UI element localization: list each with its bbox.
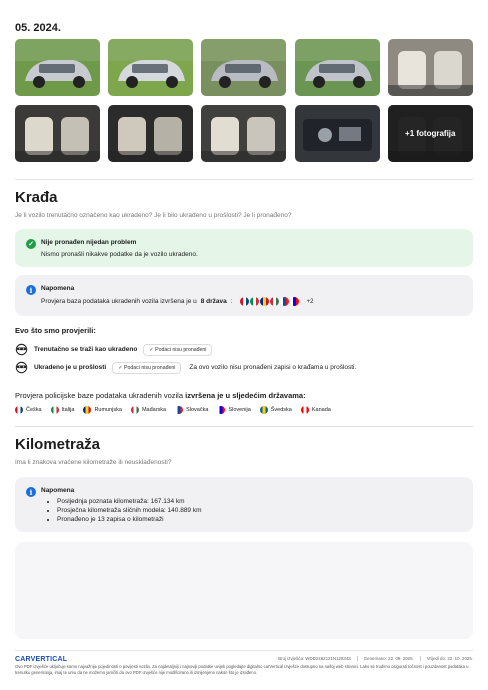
check1-label: Trenutačno se traži kao ukradeno xyxy=(34,346,138,353)
odometer-chart-area xyxy=(15,542,473,639)
disclaimer: Ovo PDF izvješće uključuje samo najvažnije pojedinosti o povijesti vozila. Za najdetaljniji i najnoviji podatke uvijek pogledajte digitalno carVertical izvješće dostupno na našoj web stranici. Lako se trudimo osigurati točnost i pouzdanost podataka u trenutku generiranja, imaj te umu da ne možemo jamčiti da ovo PDF izvješće nije modificirano ili izmijenjeno nakon što je izrađeno. xyxy=(15,664,469,675)
photo-thumbnail[interactable] xyxy=(108,105,193,162)
brand-logo: CARVERTICAL xyxy=(15,656,68,663)
countries-intro-text: Provjera policijske baze podataka ukradenih vozila xyxy=(15,391,184,400)
flag-icon xyxy=(260,297,269,306)
country-name: Italija xyxy=(61,407,75,413)
theft-note-box xyxy=(15,275,473,316)
generated-date: Generirano: 22. 09. 2025. xyxy=(357,656,414,661)
odometer-subtitle: Ima li znakova vraćene kilometraže ili neusklađenosti? xyxy=(15,459,172,466)
divider xyxy=(15,179,473,180)
photo-thumbnail[interactable] xyxy=(388,39,473,96)
odometer-fact: • Pronađeno je 13 zapisa o kilometraži xyxy=(57,515,461,524)
photo-thumbnail[interactable] xyxy=(388,105,473,162)
check2-desc: Za ovo vozilo nisu pronađeni zapisi o krađama u prošlosti. xyxy=(189,364,357,371)
country-name: Češka xyxy=(26,407,42,413)
thief-mask-icon xyxy=(15,343,28,356)
flag-icon xyxy=(240,297,249,306)
photo-thumbnail[interactable] xyxy=(295,105,380,162)
country-name: Kanada xyxy=(311,407,331,413)
country-name: Mađarska xyxy=(141,407,167,413)
divider xyxy=(15,426,473,427)
photo-thumbnail[interactable] xyxy=(108,39,193,96)
photo-thumbnail[interactable] xyxy=(15,105,100,162)
country-flags xyxy=(240,297,299,306)
countries-intro xyxy=(15,391,306,400)
report-number: Broj izvješća: WDD2462121N128343 xyxy=(278,656,351,661)
flag-icon xyxy=(131,406,139,414)
odometer-title: Kilometraža xyxy=(15,436,101,453)
info-icon: i xyxy=(26,285,36,295)
theft-subtitle: Je li vozilo trenutačno označeno kao ukradeno? Je li bilo ukradeno u prošlosti? Je li pronađeno? xyxy=(15,212,292,219)
odometer-fact: • Posljednja poznata kilometraža: 167.134 km xyxy=(57,497,461,506)
no-problem-box xyxy=(15,229,473,267)
photo-gallery xyxy=(15,39,473,162)
status-chip: ✓ Podaci nisu pronađeni xyxy=(143,344,212,356)
result-text: Nismo pronašli nikakve podatke da je vozilo ukradeno. xyxy=(41,251,198,258)
flag-icon xyxy=(15,406,23,414)
odometer-fact: • Prosječna kilometraža sličnih modela: 140.889 km xyxy=(57,506,461,515)
country-item xyxy=(51,406,75,414)
photo-thumbnail[interactable] xyxy=(295,39,380,96)
countries-intro-bold: izvršena je u sljedećim državama: xyxy=(185,391,306,400)
country-item xyxy=(260,406,292,414)
country-item xyxy=(217,406,250,414)
check2-label: Ukradeno je u prošlosti xyxy=(34,364,107,371)
check-circle-icon: ✓ xyxy=(26,239,36,249)
note-colon: : xyxy=(230,298,233,305)
thief-mask-icon xyxy=(15,361,28,374)
flag-icon xyxy=(270,297,279,306)
report-date: 05. 2024. xyxy=(15,22,61,34)
odometer-note-box xyxy=(15,477,473,532)
odometer-note-title: Napomena xyxy=(41,487,75,494)
flag-icon xyxy=(175,406,183,414)
info-icon: i xyxy=(26,487,36,497)
status-chip: ✓ Podaci nisu pronađeni xyxy=(112,362,181,374)
flag-icon xyxy=(250,297,259,306)
flag-icon xyxy=(280,297,289,306)
checked-title: Evo što smo provjerili: xyxy=(15,326,96,335)
footer-divider xyxy=(15,650,473,651)
flag-icon xyxy=(301,406,309,414)
country-name: Rumunjska xyxy=(94,407,122,413)
note-text: Provjera baza podataka ukradenih vozila izvršena je u xyxy=(41,298,197,305)
photo-thumbnail[interactable] xyxy=(15,39,100,96)
theft-title: Krađa xyxy=(15,189,58,206)
note-title: Napomena xyxy=(41,285,75,292)
country-name: Švedska xyxy=(270,407,292,413)
odometer-facts xyxy=(41,497,461,524)
flag-icon xyxy=(83,406,91,414)
country-item xyxy=(15,406,42,414)
chip-text: Podaci nisu pronađeni xyxy=(155,346,207,353)
photo-thumbnail[interactable] xyxy=(201,39,286,96)
country-item xyxy=(131,406,166,414)
more-photos-overlay[interactable]: +1 fotografija xyxy=(388,105,473,162)
note-count: 8 država xyxy=(200,298,227,305)
valid-until: Vrijedi do: 22. 10. 2025. xyxy=(420,656,473,661)
flag-icon xyxy=(217,406,225,414)
flag-icon xyxy=(51,406,59,414)
country-item xyxy=(301,406,331,414)
footer-meta xyxy=(278,656,473,661)
result-title: Nije pronađen nijedan problem xyxy=(41,239,137,246)
country-item xyxy=(175,406,208,414)
check-row-current xyxy=(15,343,212,356)
countries-list xyxy=(15,406,331,414)
flag-icon xyxy=(260,406,268,414)
photo-thumbnail[interactable] xyxy=(201,105,286,162)
country-name: Slovenija xyxy=(228,407,251,413)
more-countries: +2 xyxy=(306,298,314,305)
country-item xyxy=(83,406,122,414)
chip-text: Podaci nisu pronađeni xyxy=(124,364,176,371)
flag-icon xyxy=(290,297,299,306)
country-name: Slovačka xyxy=(186,407,209,413)
check-row-past xyxy=(15,361,356,374)
